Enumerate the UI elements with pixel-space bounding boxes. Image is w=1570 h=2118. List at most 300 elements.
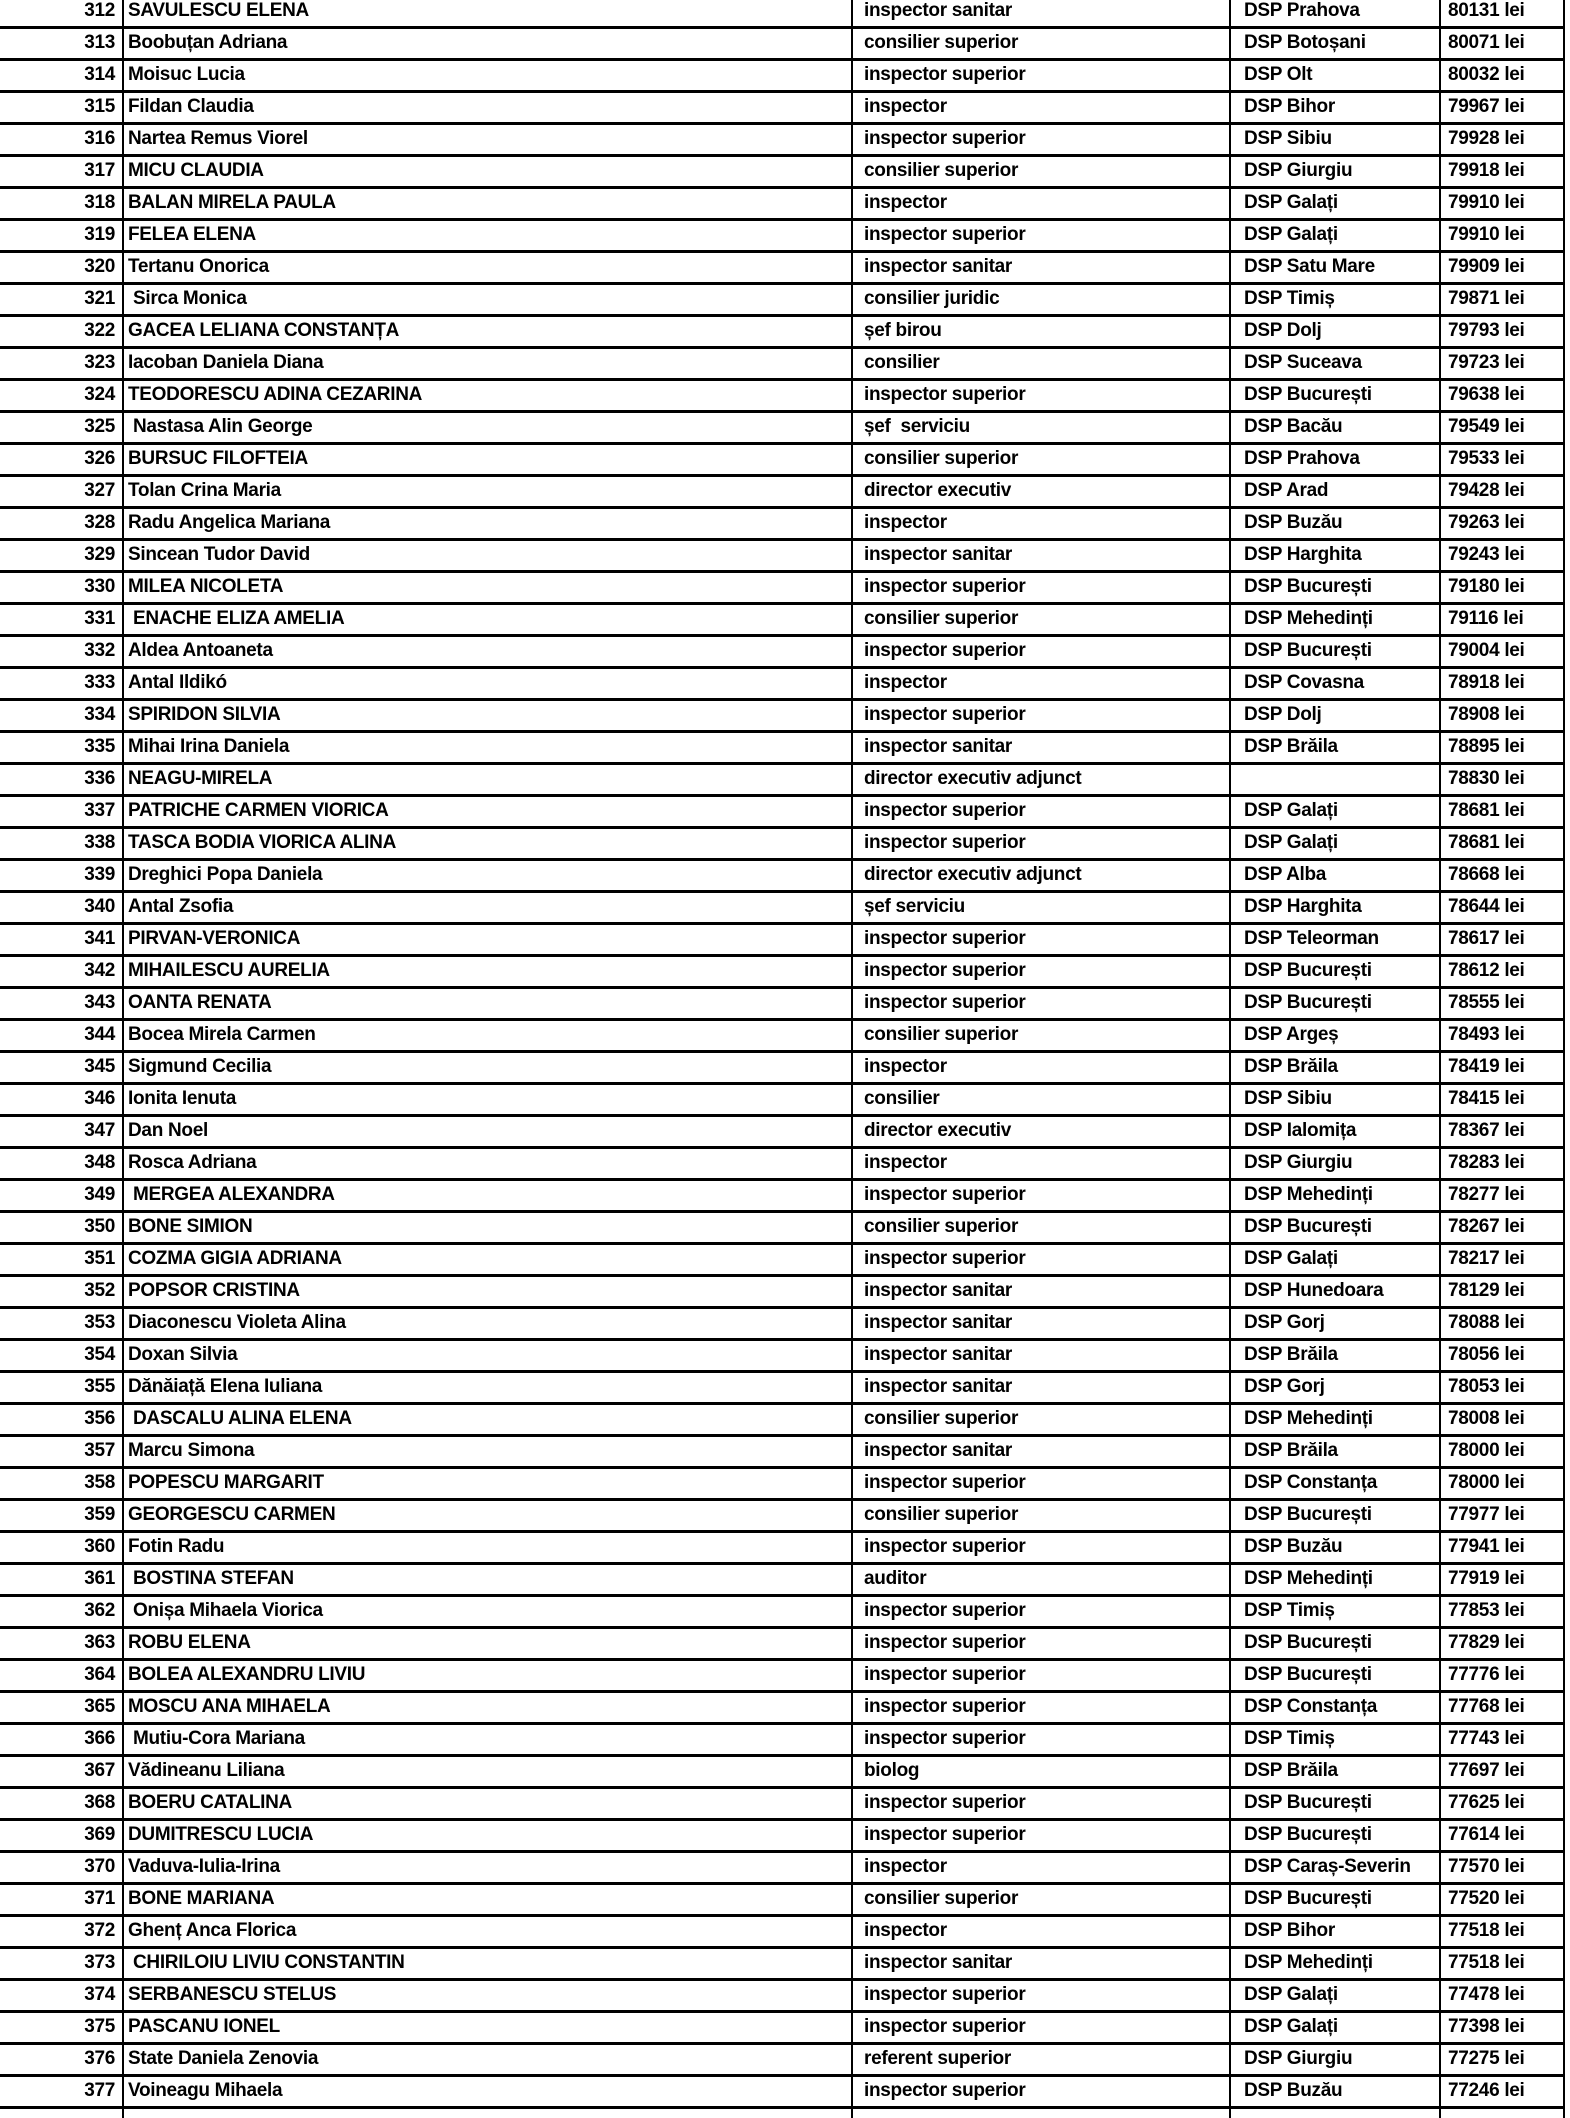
job-title-cell: inspector superior: [853, 1981, 1231, 2010]
institution-cell: DSP Dolj: [1231, 317, 1441, 346]
employee-name-cell: CHIRILOIU LIVIU CONSTANTIN: [124, 1949, 853, 1978]
row-number-cell: 352: [0, 1277, 124, 1306]
institution-cell: DSP Timiș: [1231, 1725, 1441, 1754]
table-row: [0, 1469, 1565, 1501]
institution-cell: DSP Olt: [1231, 61, 1441, 90]
table-row: [0, 1373, 1565, 1405]
employee-name-cell: MIHAILESCU AURELIA: [124, 957, 853, 986]
table-row: [0, 1341, 1565, 1373]
employee-name-cell: Dănăiață Elena Iuliana: [124, 1373, 853, 1402]
row-number-cell: 370: [0, 1853, 124, 1882]
job-title-cell: inspector: [853, 509, 1231, 538]
job-title-cell: inspector sanitar: [853, 733, 1231, 762]
row-number-cell: 318: [0, 189, 124, 218]
table-row: [0, 1117, 1565, 1149]
institution-cell: DSP Argeș: [1231, 1021, 1441, 1050]
employee-name-cell: Dreghici Popa Daniela: [124, 861, 853, 890]
row-number-cell: 321: [0, 285, 124, 314]
table-row: [0, 1181, 1565, 1213]
salary-cell: 77614 lei: [1441, 1821, 1565, 1850]
employee-name-cell: Doxan Silvia: [124, 1341, 853, 1370]
employee-name-cell: SAVULESCU ELENA: [124, 0, 853, 26]
salary-cell: 77246 lei: [1441, 2077, 1565, 2106]
row-number-cell: 330: [0, 573, 124, 602]
table-row: [0, 1917, 1565, 1949]
salary-cell: 78283 lei: [1441, 1149, 1565, 1178]
institution-cell: DSP Galați: [1231, 221, 1441, 250]
job-title-cell: șef serviciu: [853, 893, 1231, 922]
employee-name-cell: BONE MARIANA: [124, 1885, 853, 1914]
job-title-cell: inspector superior: [853, 989, 1231, 1018]
table-row: [0, 189, 1565, 221]
row-number-cell: 362: [0, 1597, 124, 1626]
employee-name-cell: Vaduva-Iulia-Irina: [124, 1853, 853, 1882]
job-title-cell: inspector superior: [853, 1597, 1231, 1626]
employee-name-cell: Aldea Antoaneta: [124, 637, 853, 666]
job-title-cell: inspector superior: [853, 1181, 1231, 1210]
institution-cell: DSP Mehedinți: [1231, 1181, 1441, 1210]
table-row: [0, 1213, 1565, 1245]
employee-name-cell: Iacoban Daniela Diana: [124, 349, 853, 378]
employee-name-cell: SPIRIDON SILVIA: [124, 701, 853, 730]
salary-cell: 77697 lei: [1441, 1757, 1565, 1786]
institution-cell: DSP Suceava: [1231, 349, 1441, 378]
institution-cell: DSP Teleorman: [1231, 925, 1441, 954]
employee-name-cell: MICU CLAUDIA: [124, 157, 853, 186]
row-number-cell: 359: [0, 1501, 124, 1530]
job-title-cell: auditor: [853, 1565, 1231, 1594]
salary-cell: 78644 lei: [1441, 893, 1565, 922]
table-row: [0, 2013, 1565, 2045]
employee-name-cell: Dan Noel: [124, 1117, 853, 1146]
employee-name-cell: BURSUC FILOFTEIA: [124, 445, 853, 474]
table-row: [0, 797, 1565, 829]
institution-cell: DSP Giurgiu: [1231, 2045, 1441, 2074]
row-number-cell: [0, 2109, 124, 2118]
job-title-cell: inspector superior: [853, 925, 1231, 954]
institution-cell: DSP București: [1231, 989, 1441, 1018]
row-number-cell: 373: [0, 1949, 124, 1978]
employee-name-cell: Moisuc Lucia: [124, 61, 853, 90]
institution-cell: DSP Galați: [1231, 1245, 1441, 1274]
job-title-cell: inspector sanitar: [853, 0, 1231, 26]
institution-cell: DSP Hunedoara: [1231, 1277, 1441, 1306]
job-title-cell: consilier superior: [853, 1885, 1231, 1914]
row-number-cell: 351: [0, 1245, 124, 1274]
table-row: [0, 637, 1565, 669]
employee-name-cell: BOERU CATALINA: [124, 1789, 853, 1818]
job-title-cell: inspector superior: [853, 1629, 1231, 1658]
table-row: [0, 445, 1565, 477]
employee-name-cell: Bocea Mirela Carmen: [124, 1021, 853, 1050]
row-number-cell: 340: [0, 893, 124, 922]
row-number-cell: 320: [0, 253, 124, 282]
job-title-cell: inspector: [853, 189, 1231, 218]
employee-name-cell: Nastasa Alin George: [124, 413, 853, 442]
table-row: [0, 829, 1565, 861]
salary-cell: 78277 lei: [1441, 1181, 1565, 1210]
employee-name-cell: TASCA BODIA VIORICA ALINA: [124, 829, 853, 858]
salary-cell: 77520 lei: [1441, 1885, 1565, 1914]
institution-cell: DSP Dolj: [1231, 701, 1441, 730]
job-title-cell: inspector superior: [853, 1693, 1231, 1722]
job-title-cell: inspector sanitar: [853, 1309, 1231, 1338]
employee-name-cell: NEAGU-MIRELA: [124, 765, 853, 794]
employee-name-cell: OANTA RENATA: [124, 989, 853, 1018]
salary-cell: 77743 lei: [1441, 1725, 1565, 1754]
salary-cell: 78617 lei: [1441, 925, 1565, 954]
institution-cell: DSP Mehedinți: [1231, 1405, 1441, 1434]
employee-name-cell: Sirca Monica: [124, 285, 853, 314]
employee-name-cell: COZMA GIGIA ADRIANA: [124, 1245, 853, 1274]
job-title-cell: inspector superior: [853, 797, 1231, 826]
table-row: [0, 381, 1565, 413]
row-number-cell: 328: [0, 509, 124, 538]
salary-cell: 80071 lei: [1441, 29, 1565, 58]
institution-cell: DSP București: [1231, 1629, 1441, 1658]
employee-name-cell: Fildan Claudia: [124, 93, 853, 122]
institution-cell: [1231, 765, 1441, 794]
row-number-cell: 372: [0, 1917, 124, 1946]
institution-cell: DSP Harghita: [1231, 893, 1441, 922]
table-row: [0, 2077, 1565, 2109]
institution-cell: [1231, 2109, 1441, 2118]
row-number-cell: 339: [0, 861, 124, 890]
row-number-cell: 364: [0, 1661, 124, 1690]
table-row: [0, 509, 1565, 541]
job-title-cell: inspector superior: [853, 637, 1231, 666]
employee-name-cell: POPESCU MARGARIT: [124, 1469, 853, 1498]
salary-cell: 79909 lei: [1441, 253, 1565, 282]
job-title-cell: inspector sanitar: [853, 253, 1231, 282]
employee-name-cell: ENACHE ELIZA AMELIA: [124, 605, 853, 634]
table-row: [0, 477, 1565, 509]
row-number-cell: 375: [0, 2013, 124, 2042]
job-title-cell: șef birou: [853, 317, 1231, 346]
table-row: [0, 765, 1565, 797]
salary-cell: 78681 lei: [1441, 829, 1565, 858]
institution-cell: DSP Giurgiu: [1231, 1149, 1441, 1178]
institution-cell: DSP Bihor: [1231, 1917, 1441, 1946]
employee-name-cell: BOSTINA STEFAN: [124, 1565, 853, 1594]
table-row: [0, 669, 1565, 701]
salary-cell: 78668 lei: [1441, 861, 1565, 890]
salary-cell: 79967 lei: [1441, 93, 1565, 122]
employee-name-cell: Voineagu Mihaela: [124, 2077, 853, 2106]
table-row: [0, 893, 1565, 925]
job-title-cell: inspector superior: [853, 1789, 1231, 1818]
institution-cell: DSP Galați: [1231, 2013, 1441, 2042]
salary-cell: 77478 lei: [1441, 1981, 1565, 2010]
row-number-cell: 350: [0, 1213, 124, 1242]
employee-name-cell: GEORGESCU CARMEN: [124, 1501, 853, 1530]
job-title-cell: inspector sanitar: [853, 1949, 1231, 1978]
table-row: [0, 157, 1565, 189]
employee-name-cell: MILEA NICOLETA: [124, 573, 853, 602]
table-row: [0, 221, 1565, 253]
salary-cell: 79910 lei: [1441, 221, 1565, 250]
table-row: [0, 1245, 1565, 1277]
row-number-cell: 371: [0, 1885, 124, 1914]
row-number-cell: 361: [0, 1565, 124, 1594]
table-row: [0, 1309, 1565, 1341]
row-number-cell: 312: [0, 0, 124, 26]
job-title-cell: consilier superior: [853, 1021, 1231, 1050]
table-row: [0, 0, 1565, 29]
salary-cell: 79871 lei: [1441, 285, 1565, 314]
table-row: [0, 1533, 1565, 1565]
row-number-cell: 343: [0, 989, 124, 1018]
employee-name-cell: Mutiu-Cora Mariana: [124, 1725, 853, 1754]
job-title-cell: inspector sanitar: [853, 1277, 1231, 1306]
employee-name-cell: Onișa Mihaela Viorica: [124, 1597, 853, 1626]
employee-name-cell: PATRICHE CARMEN VIORICA: [124, 797, 853, 826]
job-title-cell: director executiv adjunct: [853, 861, 1231, 890]
table-row: [0, 733, 1565, 765]
table-row: [0, 1981, 1565, 2013]
institution-cell: DSP București: [1231, 1821, 1441, 1850]
salary-cell: 78493 lei: [1441, 1021, 1565, 1050]
table-row: [0, 1789, 1565, 1821]
job-title-cell: consilier superior: [853, 445, 1231, 474]
job-title-cell: inspector: [853, 1053, 1231, 1082]
job-title-cell: inspector superior: [853, 829, 1231, 858]
row-number-cell: 329: [0, 541, 124, 570]
table-row: [0, 349, 1565, 381]
job-title-cell: consilier: [853, 349, 1231, 378]
salary-cell: 78918 lei: [1441, 669, 1565, 698]
institution-cell: DSP București: [1231, 957, 1441, 986]
row-number-cell: 348: [0, 1149, 124, 1178]
salary-cell: 80032 lei: [1441, 61, 1565, 90]
row-number-cell: 360: [0, 1533, 124, 1562]
row-number-cell: 325: [0, 413, 124, 442]
salary-cell: [1441, 2109, 1565, 2118]
salary-cell: 78000 lei: [1441, 1437, 1565, 1466]
row-number-cell: 363: [0, 1629, 124, 1658]
row-number-cell: 369: [0, 1821, 124, 1850]
job-title-cell: inspector sanitar: [853, 1341, 1231, 1370]
job-title-cell: inspector superior: [853, 701, 1231, 730]
job-title-cell: inspector superior: [853, 1661, 1231, 1690]
table-row: [0, 93, 1565, 125]
table-row: [0, 1661, 1565, 1693]
table-row: [0, 1821, 1565, 1853]
job-title-cell: inspector superior: [853, 381, 1231, 410]
salary-cell: 77275 lei: [1441, 2045, 1565, 2074]
employee-name-cell: Nartea Remus Viorel: [124, 125, 853, 154]
row-number-cell: 333: [0, 669, 124, 698]
job-title-cell: director executiv adjunct: [853, 765, 1231, 794]
row-number-cell: 338: [0, 829, 124, 858]
table-row: [0, 1501, 1565, 1533]
row-number-cell: 349: [0, 1181, 124, 1210]
institution-cell: DSP Gorj: [1231, 1373, 1441, 1402]
table-row: [0, 2045, 1565, 2077]
employee-name-cell: DASCALU ALINA ELENA: [124, 1405, 853, 1434]
institution-cell: DSP Buzău: [1231, 1533, 1441, 1562]
institution-cell: DSP Buzău: [1231, 2077, 1441, 2106]
institution-cell: DSP Bacău: [1231, 413, 1441, 442]
institution-cell: DSP Buzău: [1231, 509, 1441, 538]
employee-name-cell: Marcu Simona: [124, 1437, 853, 1466]
salary-cell: 78895 lei: [1441, 733, 1565, 762]
salary-cell: 79910 lei: [1441, 189, 1565, 218]
row-number-cell: 316: [0, 125, 124, 154]
salary-cell: 77853 lei: [1441, 1597, 1565, 1626]
salary-cell: 77919 lei: [1441, 1565, 1565, 1594]
table-row: [0, 989, 1565, 1021]
salary-cell: 79533 lei: [1441, 445, 1565, 474]
table-row: [0, 1437, 1565, 1469]
salary-cell: 79793 lei: [1441, 317, 1565, 346]
salary-cell: 79638 lei: [1441, 381, 1565, 410]
row-number-cell: 346: [0, 1085, 124, 1114]
row-number-cell: 334: [0, 701, 124, 730]
institution-cell: DSP Constanța: [1231, 1693, 1441, 1722]
institution-cell: DSP Galați: [1231, 1981, 1441, 2010]
table-row: [0, 1597, 1565, 1629]
table-row: [0, 861, 1565, 893]
employee-name-cell: GACEA LELIANA CONSTANȚA: [124, 317, 853, 346]
row-number-cell: 354: [0, 1341, 124, 1370]
job-title-cell: consilier superior: [853, 1213, 1231, 1242]
table-row: [0, 317, 1565, 349]
row-number-cell: 341: [0, 925, 124, 954]
job-title-cell: inspector: [853, 1149, 1231, 1178]
salary-cell: 79549 lei: [1441, 413, 1565, 442]
institution-cell: DSP Mehedinți: [1231, 1565, 1441, 1594]
row-number-cell: 319: [0, 221, 124, 250]
table-row: [0, 1725, 1565, 1757]
salary-cell: 80131 lei: [1441, 0, 1565, 26]
table-row: [0, 1853, 1565, 1885]
job-title-cell: inspector superior: [853, 2077, 1231, 2106]
institution-cell: DSP Satu Mare: [1231, 253, 1441, 282]
row-number-cell: 374: [0, 1981, 124, 2010]
job-title-cell: referent superior: [853, 2045, 1231, 2074]
job-title-cell: director executiv: [853, 477, 1231, 506]
institution-cell: DSP Brăila: [1231, 1053, 1441, 1082]
table-row: [0, 1085, 1565, 1117]
job-title-cell: inspector superior: [853, 221, 1231, 250]
institution-cell: DSP Mehedinți: [1231, 605, 1441, 634]
row-number-cell: 322: [0, 317, 124, 346]
salary-cell: 77398 lei: [1441, 2013, 1565, 2042]
job-title-cell: inspector: [853, 93, 1231, 122]
row-number-cell: 335: [0, 733, 124, 762]
salary-cell: 78000 lei: [1441, 1469, 1565, 1498]
institution-cell: DSP Brăila: [1231, 1437, 1441, 1466]
employee-name-cell: Rosca Adriana: [124, 1149, 853, 1178]
row-number-cell: 355: [0, 1373, 124, 1402]
row-number-cell: 324: [0, 381, 124, 410]
table-row: [0, 573, 1565, 605]
employee-name-cell: Vădineanu Liliana: [124, 1757, 853, 1786]
job-title-cell: inspector superior: [853, 957, 1231, 986]
table-row: [0, 541, 1565, 573]
salary-cell: 78612 lei: [1441, 957, 1565, 986]
employee-name-cell: PIRVAN-VERONICA: [124, 925, 853, 954]
institution-cell: DSP Ialomița: [1231, 1117, 1441, 1146]
table-row: [0, 285, 1565, 317]
job-title-cell: consilier superior: [853, 605, 1231, 634]
salary-cell: 78419 lei: [1441, 1053, 1565, 1082]
employee-name-cell: Mihai Irina Daniela: [124, 733, 853, 762]
row-number-cell: 313: [0, 29, 124, 58]
salary-cell: 79180 lei: [1441, 573, 1565, 602]
salary-cell: 78908 lei: [1441, 701, 1565, 730]
row-number-cell: 314: [0, 61, 124, 90]
salary-cell: 78830 lei: [1441, 765, 1565, 794]
job-title-cell: inspector sanitar: [853, 1373, 1231, 1402]
institution-cell: DSP Galați: [1231, 797, 1441, 826]
institution-cell: DSP Timiș: [1231, 285, 1441, 314]
job-title-cell: inspector: [853, 1853, 1231, 1882]
institution-cell: DSP București: [1231, 1789, 1441, 1818]
row-number-cell: 345: [0, 1053, 124, 1082]
salary-cell: 77518 lei: [1441, 1917, 1565, 1946]
salary-cell: 78129 lei: [1441, 1277, 1565, 1306]
job-title-cell: inspector sanitar: [853, 1437, 1231, 1466]
institution-cell: DSP București: [1231, 573, 1441, 602]
row-number-cell: 357: [0, 1437, 124, 1466]
row-number-cell: 332: [0, 637, 124, 666]
employee-name-cell: Radu Angelica Mariana: [124, 509, 853, 538]
institution-cell: DSP Prahova: [1231, 445, 1441, 474]
row-number-cell: 323: [0, 349, 124, 378]
institution-cell: DSP Sibiu: [1231, 125, 1441, 154]
employee-name-cell: Antal Zsofia: [124, 893, 853, 922]
row-number-cell: 326: [0, 445, 124, 474]
institution-cell: DSP Giurgiu: [1231, 157, 1441, 186]
job-title-cell: inspector: [853, 1917, 1231, 1946]
institution-cell: DSP Alba: [1231, 861, 1441, 890]
employee-name-cell: BONE SIMION: [124, 1213, 853, 1242]
salary-cell: 78217 lei: [1441, 1245, 1565, 1274]
salary-cell: 79928 lei: [1441, 125, 1565, 154]
row-number-cell: 376: [0, 2045, 124, 2074]
table-row: [0, 701, 1565, 733]
institution-cell: DSP Covasna: [1231, 669, 1441, 698]
salary-cell: 77625 lei: [1441, 1789, 1565, 1818]
row-number-cell: 353: [0, 1309, 124, 1338]
employee-name-cell: Boobuțan Adriana: [124, 29, 853, 58]
institution-cell: DSP București: [1231, 381, 1441, 410]
row-number-cell: 365: [0, 1693, 124, 1722]
employee-name-cell: ROBU ELENA: [124, 1629, 853, 1658]
salary-cell: 78681 lei: [1441, 797, 1565, 826]
employee-name-cell: Tertanu Onorica: [124, 253, 853, 282]
institution-cell: DSP București: [1231, 1661, 1441, 1690]
institution-cell: DSP Bihor: [1231, 93, 1441, 122]
table-row: [0, 1565, 1565, 1597]
employee-name-cell: FELEA ELENA: [124, 221, 853, 250]
salary-cell: 78555 lei: [1441, 989, 1565, 1018]
job-title-cell: biolog: [853, 1757, 1231, 1786]
job-title-cell: inspector superior: [853, 1725, 1231, 1754]
institution-cell: DSP București: [1231, 1885, 1441, 1914]
salary-cell: 79116 lei: [1441, 605, 1565, 634]
table-row: [0, 1949, 1565, 1981]
job-title-cell: director executiv: [853, 1117, 1231, 1146]
employee-name-cell: Diaconescu Violeta Alina: [124, 1309, 853, 1338]
salary-cell: 79428 lei: [1441, 477, 1565, 506]
salary-cell: 78008 lei: [1441, 1405, 1565, 1434]
job-title-cell: inspector: [853, 669, 1231, 698]
institution-cell: DSP Constanța: [1231, 1469, 1441, 1498]
job-title-cell: inspector superior: [853, 1469, 1231, 1498]
